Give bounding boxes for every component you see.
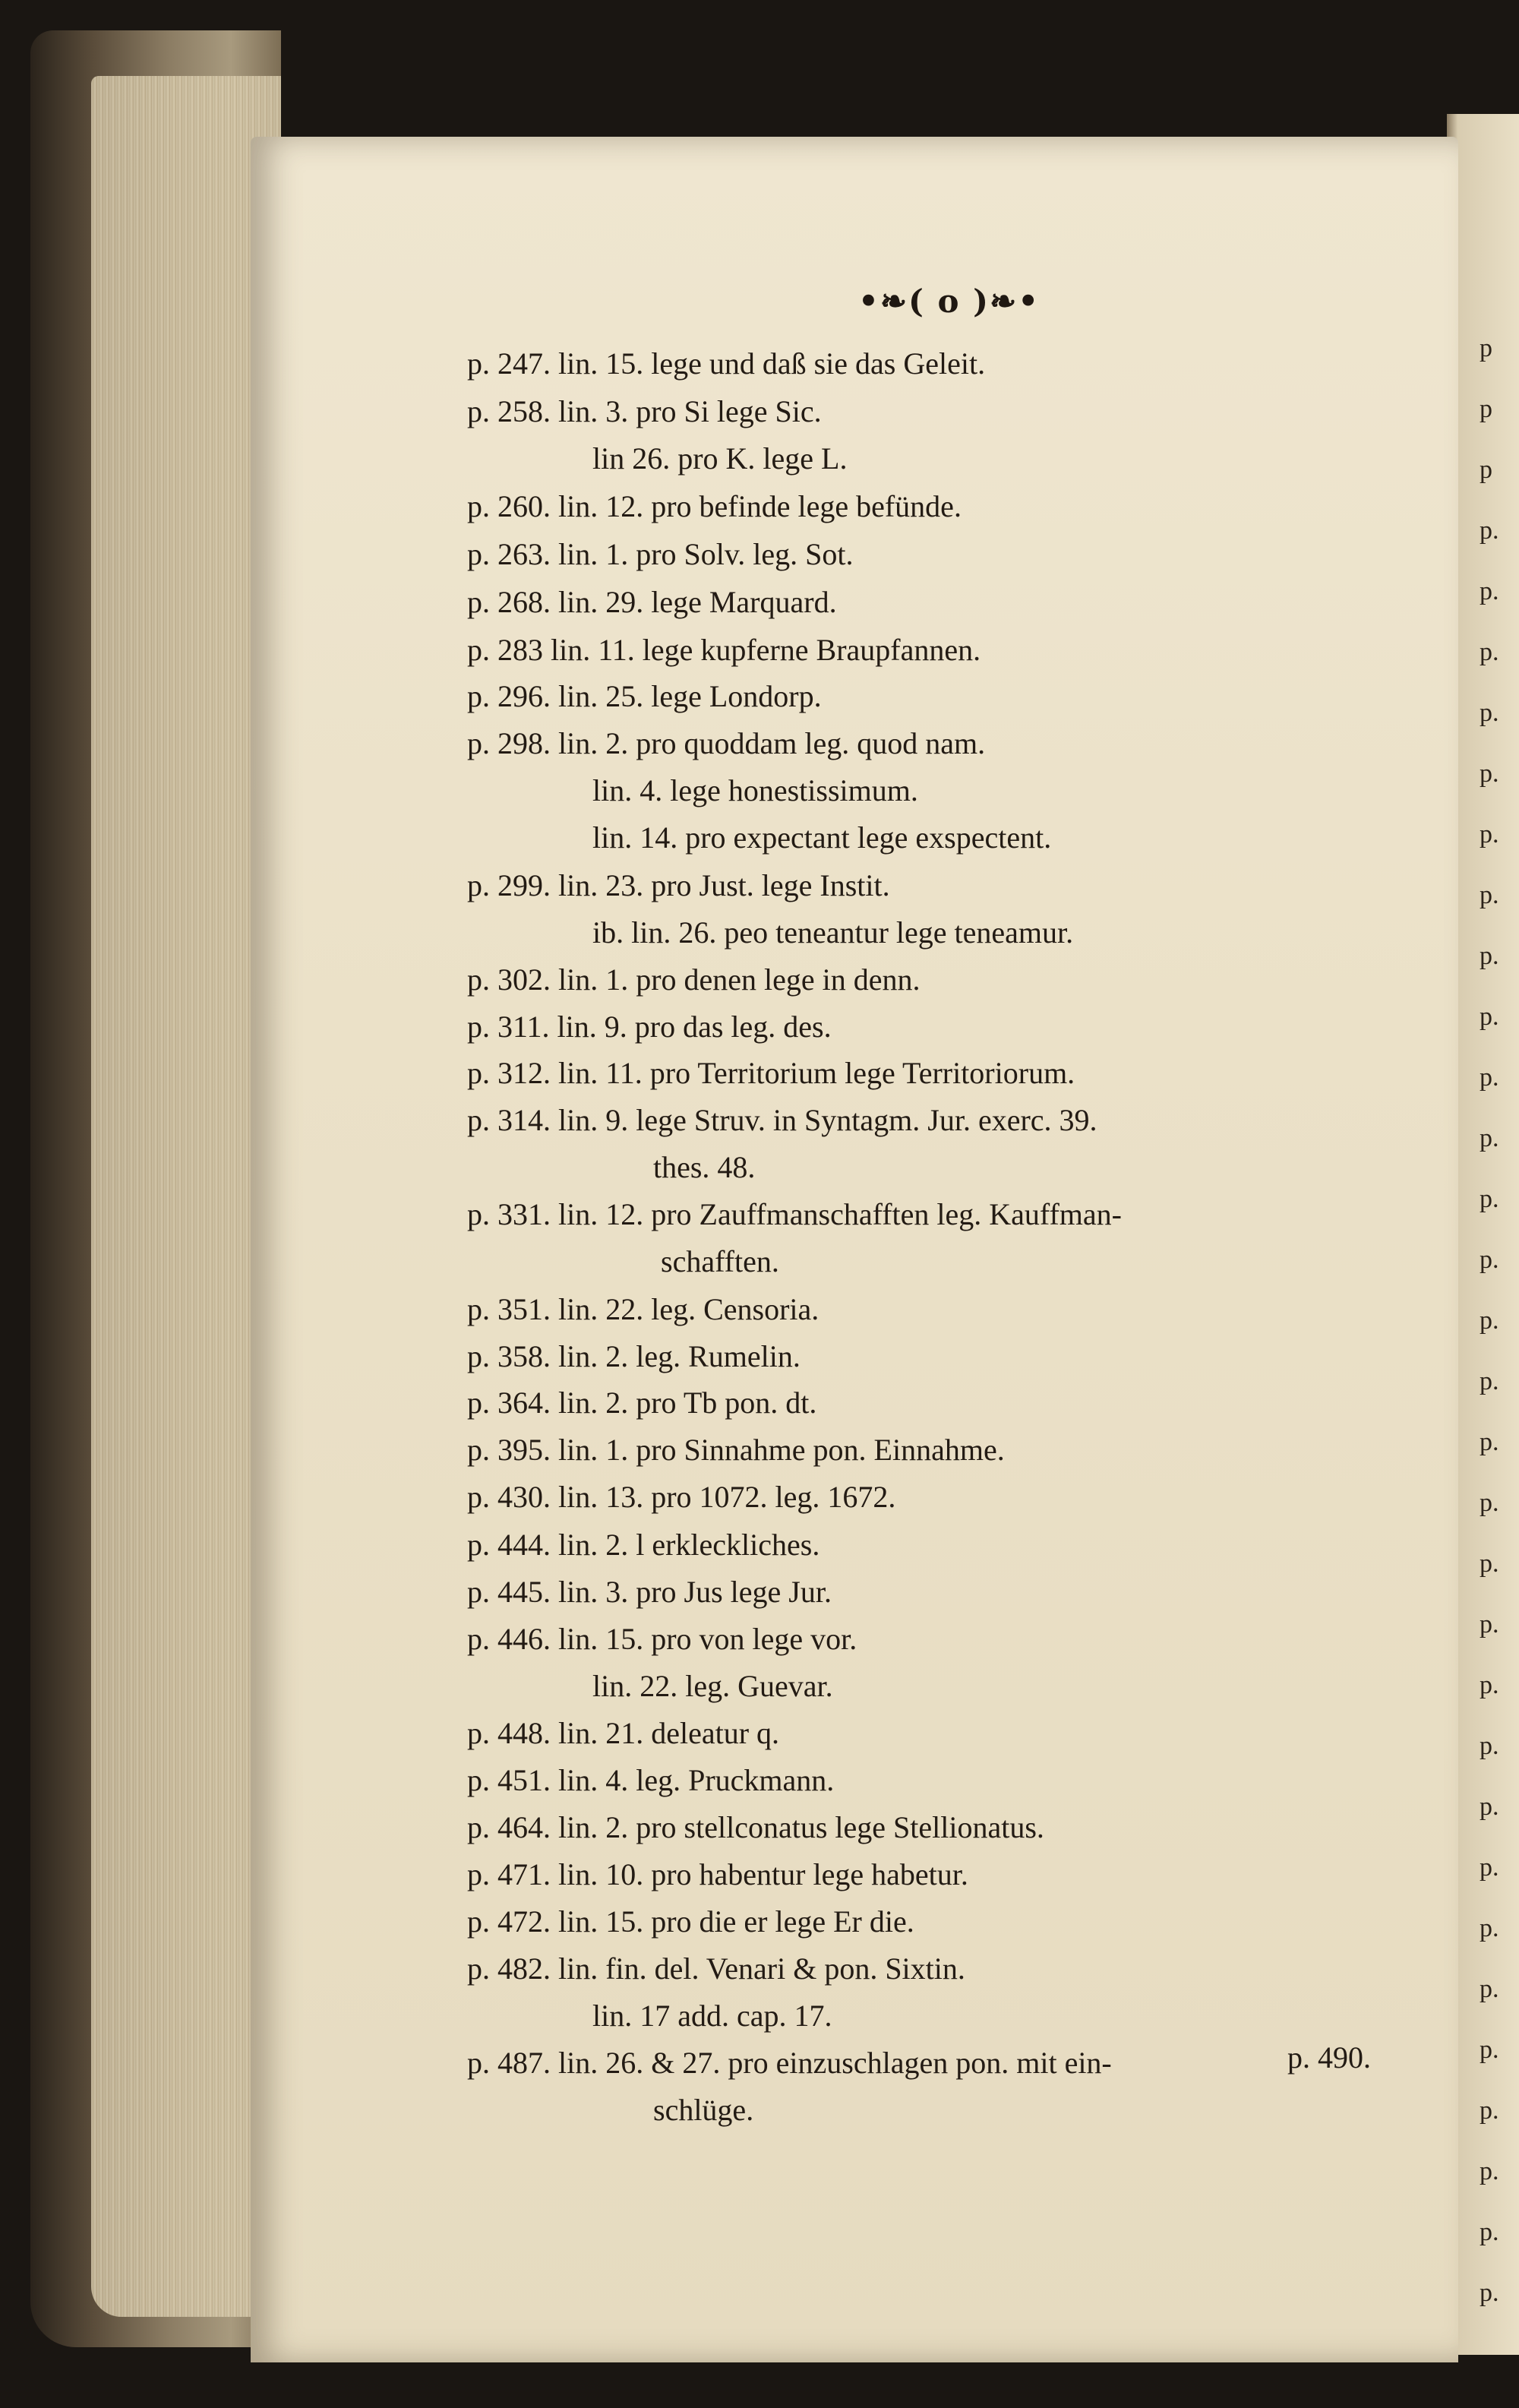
errata-entry: schafften. <box>661 1244 779 1278</box>
facing-page-line: p. <box>1480 1428 1499 1456</box>
errata-entry: p. 258. lin. 3. pro Si lege Sic. <box>467 394 822 428</box>
facing-page-line: p. <box>1480 2097 1499 2125</box>
facing-page-line: p. <box>1480 942 1499 970</box>
errata-entry: ib. lin. 26. peo teneantur lege teneamur. <box>592 915 1074 950</box>
errata-entry: lin. 14. pro expectant lege exspectent. <box>592 820 1052 855</box>
errata-entry: thes. 48. <box>653 1150 756 1184</box>
facing-page-line: p. <box>1480 1732 1499 1760</box>
facing-page-line: p <box>1480 456 1492 484</box>
errata-entry: p. 299. lin. 23. pro Just. lege Instit. <box>467 868 890 902</box>
facing-page-line: p. <box>1480 881 1499 909</box>
errata-entry: p. 464. lin. 2. pro stellconatus lege Stellionatus. <box>467 1810 1044 1844</box>
errata-entry: p. 298. lin. 2. pro quoddam leg. quod nam. <box>467 726 986 760</box>
facing-page-line: p. <box>1480 577 1499 605</box>
facing-page-line: p. <box>1480 1914 1499 1942</box>
errata-entry: p. 364. lin. 2. pro Tb pon. dt. <box>467 1386 817 1420</box>
facing-page-line: p. <box>1480 1853 1499 1882</box>
errata-entry: p. 268. lin. 29. lege Marquard. <box>467 585 837 619</box>
facing-page-line: p. <box>1480 1367 1499 1395</box>
errata-entry: p. 472. lin. 15. pro die er lege Er die. <box>467 1904 914 1939</box>
errata-entry: p. 351. lin. 22. leg. Censoria. <box>467 1292 820 1326</box>
facing-page-line: p. <box>1480 1671 1499 1699</box>
facing-page-line: p <box>1480 395 1492 423</box>
facing-page-line: p. <box>1480 1793 1499 1821</box>
facing-page-line: p. <box>1480 820 1499 848</box>
facing-page-line: p. <box>1480 760 1499 788</box>
errata-entry: p. 302. lin. 1. pro denen lege in denn. <box>467 962 921 997</box>
errata-entry: lin. 4. lege honestissimum. <box>592 773 918 807</box>
errata-entry: p. 296. lin. 25. lege Londorp. <box>467 679 822 713</box>
errata-entry: p. 283 lin. 11. lege kupferne Braupfannen. <box>467 633 981 667</box>
errata-entry: p. 445. lin. 3. pro Jus lege Jur. <box>467 1575 832 1609</box>
errata-entry: p. 482. lin. fin. del. Venari & pon. Sixtin. <box>467 1951 965 1986</box>
facing-page-line: p. <box>1480 517 1499 545</box>
errata-entry: p. 247. lin. 15. lege und daß sie das Geleit. <box>467 346 986 381</box>
facing-page-line: p. <box>1480 1246 1499 1274</box>
errata-entry: schlüge. <box>653 2093 754 2127</box>
errata-page <box>251 137 1458 2362</box>
errata-entry: p. 446. lin. 15. pro von lege vor. <box>467 1622 857 1656</box>
errata-entry: p. 331. lin. 12. pro Zauffmanschafften leg. Kauffman- <box>467 1197 1122 1231</box>
facing-page-line: p. <box>1480 1003 1499 1031</box>
facing-page-line: p. <box>1480 2218 1499 2246</box>
facing-page-line: p. <box>1480 2279 1499 2307</box>
facing-page-line: p. <box>1480 1550 1499 1578</box>
errata-entry: p. 358. lin. 2. leg. Rumelin. <box>467 1339 801 1373</box>
facing-page-line: p <box>1480 334 1492 362</box>
errata-entry: lin. 17 add. cap. 17. <box>592 1999 832 2033</box>
facing-page-line: p. <box>1480 1124 1499 1152</box>
errata-entry: p. 430. lin. 13. pro 1072. leg. 1672. <box>467 1480 896 1514</box>
errata-entry: p. 260. lin. 12. pro befinde lege befünde. <box>467 489 962 523</box>
errata-entry: p. 312. lin. 11. pro Territorium lege Territoriorum. <box>467 1056 1075 1090</box>
errata-entry: p. 314. lin. 9. lege Struv. in Syntagm. Jur. exerc. 39. <box>467 1103 1097 1137</box>
errata-entry: lin. 22. leg. Guevar. <box>592 1669 833 1703</box>
facing-page-line: p. <box>1480 1975 1499 2003</box>
errata-entry: p. 311. lin. 9. pro das leg. des. <box>467 1010 832 1044</box>
catchword: p. 490. <box>1287 2040 1371 2075</box>
facing-page-line: p. <box>1480 2036 1499 2064</box>
facing-page-line: p. <box>1480 1489 1499 1517</box>
page-ornament-header: •❧( o )❧• <box>858 283 1041 320</box>
errata-entry: p. 395. lin. 1. pro Sinnahme pon. Einnahme. <box>467 1433 1005 1467</box>
facing-page-line: p. <box>1480 1610 1499 1639</box>
facing-page-line: p. <box>1480 1063 1499 1092</box>
errata-entry: lin 26. pro K. lege L. <box>592 441 848 476</box>
errata-entry: p. 448. lin. 21. deleatur q. <box>467 1716 780 1750</box>
facing-page-line: p. <box>1480 1307 1499 1335</box>
facing-page-line: p. <box>1480 1185 1499 1213</box>
facing-page-line: p. <box>1480 2157 1499 2185</box>
errata-entry: p. 451. lin. 4. leg. Pruckmann. <box>467 1763 835 1797</box>
facing-page-line: p. <box>1480 638 1499 666</box>
facing-page-line: p. <box>1480 699 1499 727</box>
errata-entry: p. 263. lin. 1. pro Solv. leg. Sot. <box>467 537 854 571</box>
errata-entry: p. 471. lin. 10. pro habentur lege habetur. <box>467 1857 968 1891</box>
errata-entry: p. 487. lin. 26. & 27. pro einzuschlagen pon. mit ein- <box>467 2046 1112 2080</box>
errata-entry: p. 444. lin. 2. l erkleckliches. <box>467 1528 820 1562</box>
